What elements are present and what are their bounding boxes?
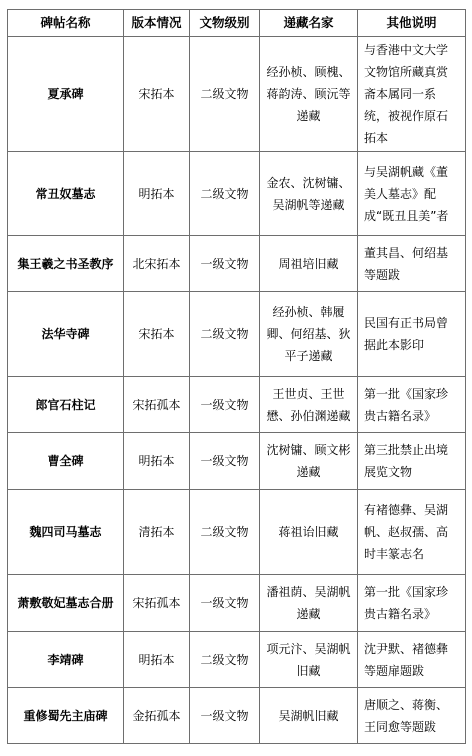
table-row bbox=[8, 575, 466, 632]
row-collectors: 王世贞、王世懋、孙伯渊递藏 bbox=[260, 377, 358, 433]
table-row bbox=[8, 433, 466, 490]
row-version: 清拓本 bbox=[124, 490, 190, 575]
row-level: 二级文物 bbox=[190, 37, 260, 152]
table-row bbox=[8, 377, 466, 433]
row-version: 北宋拓本 bbox=[124, 236, 190, 292]
table-row bbox=[8, 688, 466, 744]
table-row bbox=[8, 236, 466, 292]
header-collectors: 递藏名家 bbox=[260, 10, 358, 37]
row-name: 郎官石柱记 bbox=[8, 377, 124, 433]
row-collectors: 金农、沈树镛、吴湖帆等递藏 bbox=[260, 152, 358, 236]
row-version: 宋拓本 bbox=[124, 37, 190, 152]
row-collectors: 项元汴、吴湖帆旧藏 bbox=[260, 632, 358, 688]
row-notes: 与香港中文大学文物馆所藏真赏斋本属同一系统，被视作原石拓本 bbox=[358, 37, 466, 152]
row-level: 二级文物 bbox=[190, 632, 260, 688]
row-collectors: 经孙桢、顾槐、蒋韵涛、顾沅等递藏 bbox=[260, 37, 358, 152]
row-version: 明拓本 bbox=[124, 433, 190, 490]
row-level: 一级文物 bbox=[190, 688, 260, 744]
row-level: 二级文物 bbox=[190, 490, 260, 575]
row-notes: 第一批《国家珍贵古籍名录》 bbox=[358, 575, 466, 632]
row-notes: 与吴湖帆藏《董美人墓志》配成“既丑且美”者 bbox=[358, 152, 466, 236]
header-version: 版本情况 bbox=[124, 10, 190, 37]
row-collectors: 经孙桢、韩履卿、何绍基、狄平子递藏 bbox=[260, 292, 358, 377]
table-header-row bbox=[8, 10, 466, 37]
row-collectors: 吴湖帆旧藏 bbox=[260, 688, 358, 744]
table-row bbox=[8, 632, 466, 688]
row-notes: 民国有正书局曾据此本影印 bbox=[358, 292, 466, 377]
row-version: 宋拓本 bbox=[124, 292, 190, 377]
row-name: 夏承碑 bbox=[8, 37, 124, 152]
row-collectors: 沈树镛、顾文彬递藏 bbox=[260, 433, 358, 490]
row-name: 魏四司马墓志 bbox=[8, 490, 124, 575]
row-level: 一级文物 bbox=[190, 236, 260, 292]
row-notes: 第三批禁止出境展览文物 bbox=[358, 433, 466, 490]
row-version: 明拓本 bbox=[124, 632, 190, 688]
row-name: 重修蜀先主庙碑 bbox=[8, 688, 124, 744]
row-level: 一级文物 bbox=[190, 433, 260, 490]
table-row bbox=[8, 152, 466, 236]
table-row bbox=[8, 490, 466, 575]
row-notes: 第一批《国家珍贵古籍名录》 bbox=[358, 377, 466, 433]
row-name: 李靖碑 bbox=[8, 632, 124, 688]
row-notes: 董其昌、何绍基等题跋 bbox=[358, 236, 466, 292]
row-collectors: 潘祖荫、吴湖帆递藏 bbox=[260, 575, 358, 632]
row-level: 二级文物 bbox=[190, 292, 260, 377]
row-name: 萧敷敬妃墓志合册 bbox=[8, 575, 124, 632]
row-level: 一级文物 bbox=[190, 377, 260, 433]
row-name: 集王羲之书圣教序 bbox=[8, 236, 124, 292]
header-name: 碑帖名称 bbox=[8, 10, 124, 37]
row-version: 明拓本 bbox=[124, 152, 190, 236]
row-name: 曹全碑 bbox=[8, 433, 124, 490]
row-version: 宋拓孤本 bbox=[124, 377, 190, 433]
row-notes: 沈尹默、褚德彝等题扉题跋 bbox=[358, 632, 466, 688]
row-level: 二级文物 bbox=[190, 152, 260, 236]
row-notes: 有褚德彝、吴湖帆、赵叔孺、高时丰篆志名 bbox=[358, 490, 466, 575]
table-row bbox=[8, 37, 466, 152]
header-notes: 其他说明 bbox=[358, 10, 466, 37]
row-version: 宋拓孤本 bbox=[124, 575, 190, 632]
row-name: 法华寺碑 bbox=[8, 292, 124, 377]
header-level: 文物级别 bbox=[190, 10, 260, 37]
table-row bbox=[8, 292, 466, 377]
row-notes: 唐顺之、蒋衡、王同愈等题跋 bbox=[358, 688, 466, 744]
row-version: 金拓孤本 bbox=[124, 688, 190, 744]
row-name: 常丑奴墓志 bbox=[8, 152, 124, 236]
row-level: 一级文物 bbox=[190, 575, 260, 632]
stele-rubbings-table bbox=[7, 9, 466, 744]
row-collectors: 周祖培旧藏 bbox=[260, 236, 358, 292]
row-collectors: 蒋祖诒旧藏 bbox=[260, 490, 358, 575]
